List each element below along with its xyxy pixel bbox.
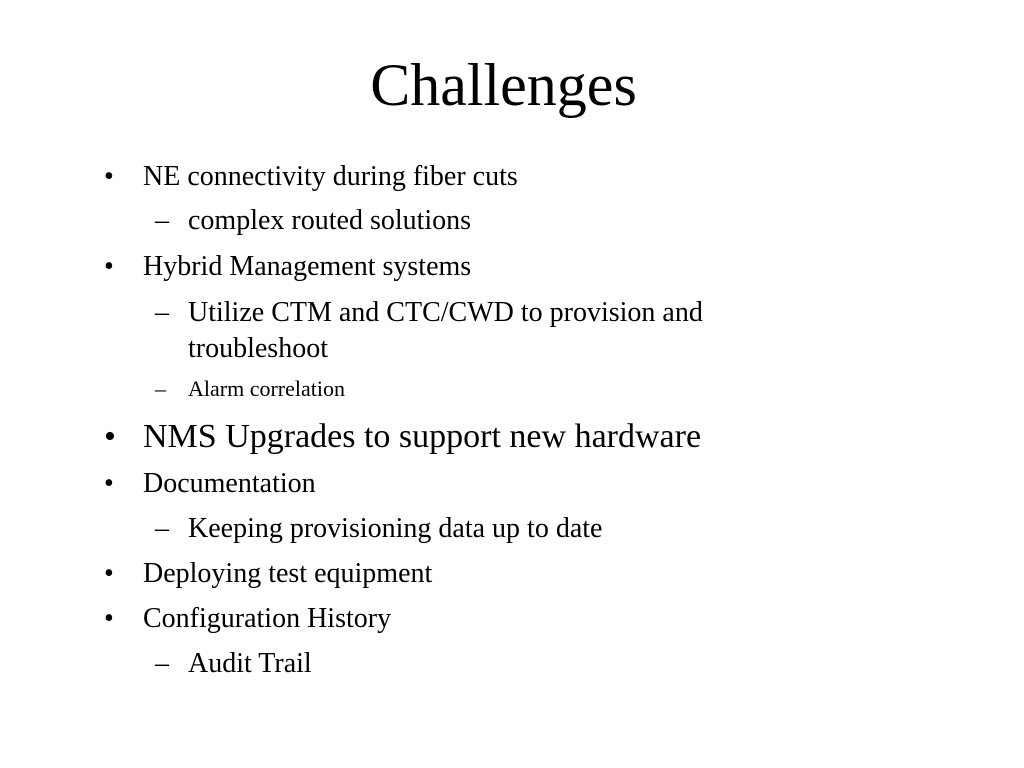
dash-marker: – xyxy=(155,513,169,544)
bullet-text: Hybrid Management systems xyxy=(143,251,472,282)
dash-marker: – xyxy=(155,297,169,328)
bullet-marker: • xyxy=(104,161,114,192)
dash-marker: – xyxy=(155,205,169,236)
bullet-marker: • xyxy=(104,468,114,499)
dash-marker: – xyxy=(155,648,169,679)
bullet-marker: • xyxy=(104,603,114,634)
sub-bullet-text: complex routed solutions xyxy=(188,205,472,236)
bullet-text: NMS Upgrades to support new hardware xyxy=(143,418,702,455)
sub-bullet-text: Keeping provisioning data up to date xyxy=(188,513,603,544)
bullet-text: Configuration History xyxy=(143,603,392,634)
dash-marker: – xyxy=(155,376,166,401)
bullet-text: Deploying test equipment xyxy=(143,558,433,589)
sub-bullet-text: Utilize CTM and CTC/CWD to provision and troubleshoot xyxy=(188,297,703,364)
slide-title: Challenges xyxy=(370,52,637,118)
bullet-text: NE connectivity during fiber cuts xyxy=(143,161,518,192)
sub-bullet-text: Audit Trail xyxy=(188,648,312,679)
bullet-text: Documentation xyxy=(143,468,316,499)
sub-bullet-text: Alarm correlation xyxy=(188,376,345,401)
bullet-marker: • xyxy=(104,558,114,589)
bullet-marker: • xyxy=(104,251,114,282)
bullet-marker: • xyxy=(104,418,116,455)
